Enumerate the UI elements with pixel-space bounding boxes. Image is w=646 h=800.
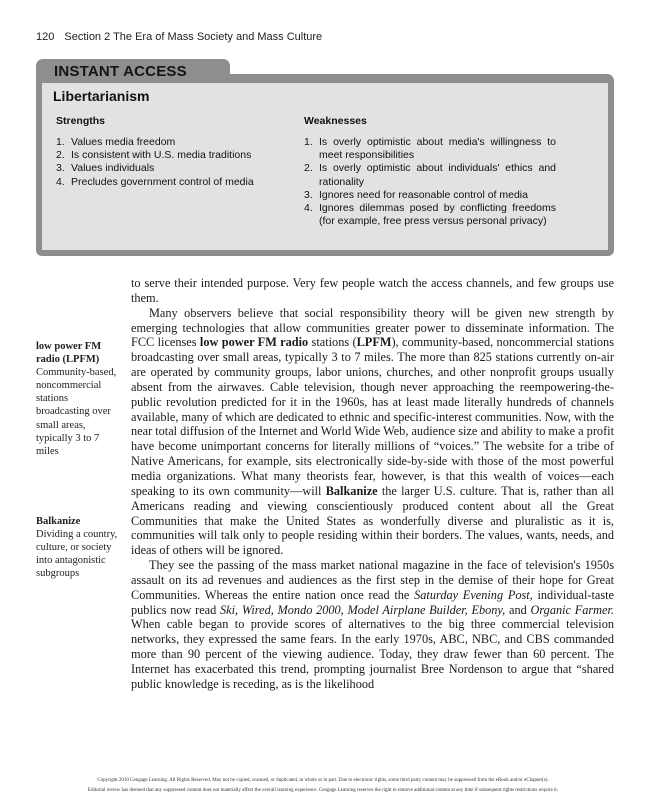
copyright-line-1: Copyright 2010 Cengage Learning. All Rights Reserved. May not be copied, scanned, or duplicated, in whole or in part. Due to electronic rights, some third party content may be suppressed from the eBook and/or eChapter(s). <box>97 778 549 783</box>
publication-title: Saturday Evening Post, <box>414 587 533 602</box>
running-header <box>36 31 322 43</box>
strengths-list <box>56 136 292 189</box>
key-term: low power FM radio <box>199 335 309 350</box>
instant-access-box <box>36 83 614 256</box>
instant-access-panel <box>42 83 608 250</box>
strength-item: 4. Precludes government control of media <box>56 175 254 188</box>
publication-title: Organic Farmer. <box>530 602 614 617</box>
margin-term: Balkanize <box>36 516 81 527</box>
section-title: Section 2 The Era of Mass Society and Mass Culture <box>64 31 323 43</box>
paragraph: Many observers believe that social responsibility theory will be given new strength by emerging technologies that allow communities greater power to disseminate information. The FCC licenses low power FM radio stations (LPFM), community-based, noncommercial stations broadcasting over small areas, typically 3 to 7 miles. The more than 825 stations currently on-air are operated by community groups, labor unions, churches, and other nonprofit groups usually absent from the airwaves. Cable television, though never approaching the reempowering-the-public revolution predicted for it in the 1960s, has at least made literally hundreds of channels available, many of which are dedicated to ethnic and specific-interest communities. Now, with the near total diffusion of the Internet and World Wide Web, audience size and ability to make a profit have become unimportant concerns for literally millions of “voices.” The website for a tribe of Native Americans, for example, sits electronically side-by-side with those of the most powerful media organizations. What many theorists fear, however, is that this wealth of voices—each speaking to its own community—will Balkanize the larger U.S. culture. That is, rather than all Americans reading and viewing conscientiously produced content about all the Great Communities that make the United States as wonderfully diverse and pluralistic as it is, communities will talk only to people residing within their borders. The values, wants, needs, and ideas of others will be ignored. <box>131 305 614 558</box>
margin-note-balkanize <box>36 515 122 580</box>
box-title: Libertarianism <box>53 88 150 104</box>
margin-definition: Community-based, noncommercial stations broadcasting over small areas, typically 3 to 7 miles <box>36 367 117 457</box>
weaknesses-heading: Weaknesses <box>304 115 367 127</box>
strength-item: 2. Is consistent with U.S. media traditions <box>56 149 252 162</box>
body-text <box>131 276 614 692</box>
strength-item: 3. Values individuals <box>56 162 155 175</box>
weakness-item: 4. Ignores dilemmas posed by conflicting freedoms (for example, free press versus personal privacy) <box>304 202 556 228</box>
weakness-item: 2. Is overly optimistic about individuals' ethics and rationality <box>304 162 556 188</box>
key-term: LPFM <box>356 335 392 350</box>
paragraph: to serve their intended purpose. Very few people watch the access channels, and few groups use them. <box>131 276 614 305</box>
key-term: Balkanize <box>325 483 378 498</box>
margin-term: low power FM radio (LPFM) <box>36 341 102 366</box>
instant-access-tab <box>36 59 230 83</box>
instant-access-label: INSTANT ACCESS <box>54 63 187 80</box>
publication-title: Ski, Wired, Mondo 2000, Model Airplane Builder, Ebony, <box>220 602 506 617</box>
page-number: 120 <box>36 31 55 43</box>
margin-definition: Dividing a country, culture, or society into antagonistic subgroups <box>36 529 118 580</box>
margin-note-lpfm <box>36 340 122 458</box>
strengths-heading: Strengths <box>56 115 106 127</box>
weakness-item: 1. Is overly optimistic about media's willingness to meet responsibilities <box>304 136 556 162</box>
weaknesses-list <box>304 136 556 228</box>
strength-item: 1. Values media freedom <box>56 136 176 148</box>
paragraph: They see the passing of the mass market national magazine in the face of television's 1950s assault on its ad revenues and audiences as the first step in the demise of their hope for Great Communities. Whereas the entire nation once read the Saturday Evening Post, individual-taste publics now read Ski, Wired, Mondo 2000, Model Airplane Builder, Ebony, and Organic Farmer. When cable began to provide scores of alternatives to the big three commercial television networks, they expressed the same fears. In the early 1970s, ABC, NBC, and CBS commanded more than 90 percent of the viewing audience. Today, they draw fewer than 60 percent. The Internet has exacerbated this trend, prompting journalist Bree Nordenson to argue that “shared public knowledge is receding, as is the likelihood <box>131 558 614 691</box>
copyright-line-2: Editorial review has deemed that any suppressed content does not materially affect the overall learning experience. Cengage Learning reserves the right to remove additional content at any time if subsequent rights restrictions require it. <box>87 788 559 793</box>
instant-access-tab-rule <box>230 74 614 83</box>
weakness-item: 3. Ignores need for reasonable control of media <box>304 188 528 201</box>
